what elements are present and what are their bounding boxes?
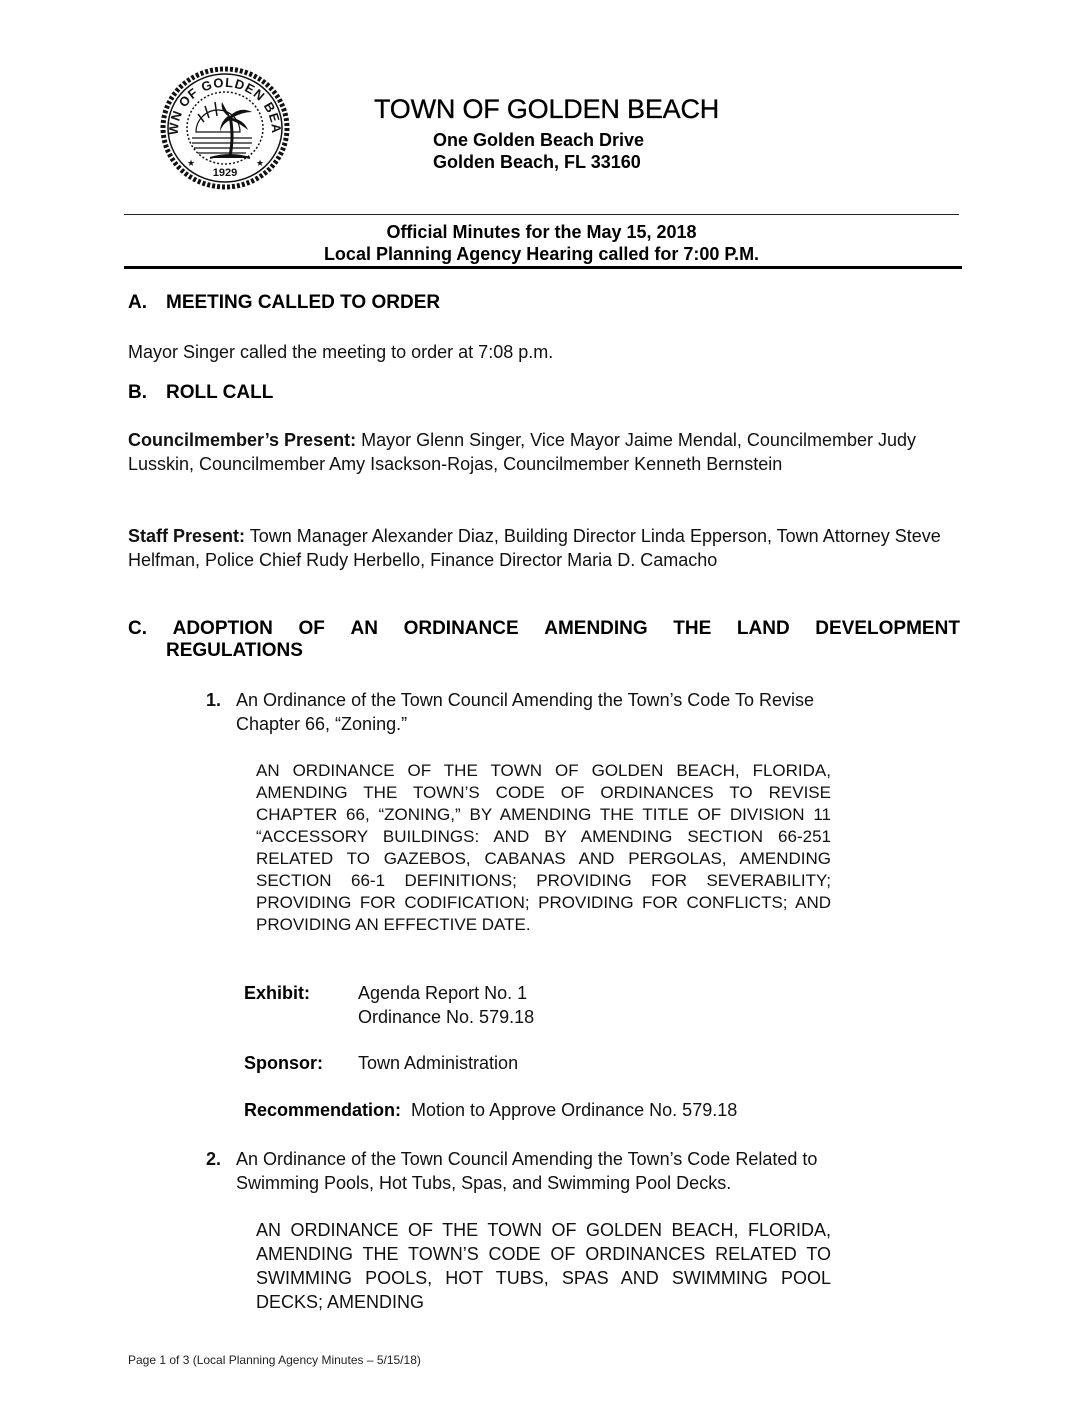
heading-word: ORDINANCE [403, 618, 519, 639]
heading-word: THE [673, 618, 712, 639]
ordinance-text-2: AN ORDINANCE OF THE TOWN OF GOLDEN BEACH, FLORIDA, AMENDING THE TOWN’S CODE OF ORDINANCES RELATED TO SWIMMING POOLS, HOT TUBS, SPAS AND SWIMMING POOL DECKS; AMENDING [256, 1220, 831, 1312]
town-seal-icon [160, 66, 290, 190]
sponsor-label: Sponsor: [244, 1053, 323, 1073]
agenda-item-2 [206, 1147, 962, 1195]
exhibit-value: Ordinance No. 579.18 [358, 1007, 535, 1027]
exhibit-value: Agenda Report No. 1 [358, 983, 528, 1003]
town-title: TOWN OF GOLDEN BEACH [374, 94, 720, 124]
agenda-item-1 [206, 688, 962, 736]
heading-word: AMENDING [544, 618, 648, 639]
item-title-line-1 [206, 1147, 962, 1171]
address-line-1: One Golden Beach Drive [433, 130, 645, 150]
ordinance-text-1: AN ORDINANCE OF THE TOWN OF GOLDEN BEACH, FLORIDA, AMENDING THE TOWN’S CODE OF ORDINANCES TO REVISE CHAPTER 66, “ZONING,” BY AMENDING THE TITLE OF DIVISION 11 “ACCESSORY BUILDINGS: AND BY AMENDING SECTION 66-251 RELATED TO GAZEBOS, CABANAS AND PERGOLAS, AMENDING SECTION 66-1 DEFINITIONS; PROVIDING FOR SEVERABILITY; PROVIDING FOR CODIFICATION; PROVIDING FOR CONFLICTS; AND PROVIDING AN EFFECTIVE DATE. [256, 761, 831, 934]
recommendation-label: Recommendation: [244, 1100, 402, 1120]
councilmembers-list: Mayor Glenn Singer, Vice Mayor Jaime Mendal, Councilmember Judy Lusskin, Councilmember Amy Isackson-Rojas, Councilmember Kenneth Bernstein [128, 430, 916, 474]
exhibit-row [244, 981, 534, 1029]
section-c-heading-line-2: REGULATIONS [166, 640, 303, 661]
item-title-line-1 [206, 688, 962, 712]
section-letter: B. [128, 382, 147, 403]
section-c-heading-line-1 [128, 618, 960, 640]
heading-word: DEVELOPMENT [815, 618, 960, 639]
section-title: MEETING CALLED TO ORDER [166, 292, 441, 313]
svg-text:TOWN OF GOLDEN BEACH: WN OF GOLDEN BEA [165, 74, 285, 136]
address-line-2: Golden Beach, FL 33160 [433, 152, 641, 172]
section-letter: A. [128, 292, 147, 313]
heading-word: ADOPTION [172, 618, 273, 639]
section-title: ROLL CALL [166, 382, 274, 403]
staff-label: Staff Present: [128, 526, 246, 546]
item-title: An Ordinance of the Town Council Amending the Town’s Code Related to [236, 1149, 818, 1169]
item-number: 2. [206, 1149, 222, 1169]
section-c-heading [128, 618, 960, 662]
staff-list: Town Manager Alexander Diaz, Building Director Linda Epperson, Town Attorney Steve Helfman, Police Chief Rudy Herbello, Finance Director Maria D. Camacho [128, 526, 941, 570]
item-title-line-2: Chapter 66, “Zoning.” [236, 714, 408, 734]
councilmembers-present [128, 428, 963, 476]
item-title-line-2: Swimming Pools, Hot Tubs, Spas, and Swimming Pool Decks. [236, 1173, 732, 1193]
section-a-heading [128, 292, 440, 314]
exhibit-values [358, 981, 534, 1029]
section-letter: C. [128, 618, 147, 639]
call-to-order-text: Mayor Singer called the meeting to order at 7:08 p.m. [128, 342, 554, 362]
councilmembers-label: Councilmember’s Present: [128, 430, 357, 450]
svg-text:★: ★ [256, 158, 265, 168]
staff-present [128, 524, 963, 572]
svg-text:1929: 1929 [212, 167, 238, 179]
recommendation-row [244, 1098, 737, 1122]
minutes-title-line-2: Local Planning Agency Hearing called for 7:00 P.M. [323, 244, 760, 264]
item-title: An Ordinance of the Town Council Amending the Town’s Code To Revise [236, 690, 815, 710]
page-footer: Page 1 of 3 (Local Planning Agency Minutes – 5/15/18) [128, 1353, 421, 1367]
header-divider [124, 214, 959, 215]
title-divider [124, 266, 962, 269]
heading-word: AN [350, 618, 378, 639]
item-number: 1. [206, 690, 222, 710]
exhibit-label: Exhibit: [244, 983, 310, 1003]
minutes-title-line-1: Official Minutes for the May 15, 2018 [386, 222, 697, 242]
sponsor-row [244, 1051, 518, 1075]
svg-text:★: ★ [187, 158, 196, 168]
sponsor-value: Town Administration [358, 1053, 519, 1073]
recommendation-value: Motion to Approve Ordinance No. 579.18 [411, 1100, 738, 1120]
section-b-heading [128, 382, 273, 404]
town-seal-logo [160, 66, 290, 190]
heading-word: OF [298, 618, 325, 639]
heading-word: LAND [736, 618, 790, 639]
